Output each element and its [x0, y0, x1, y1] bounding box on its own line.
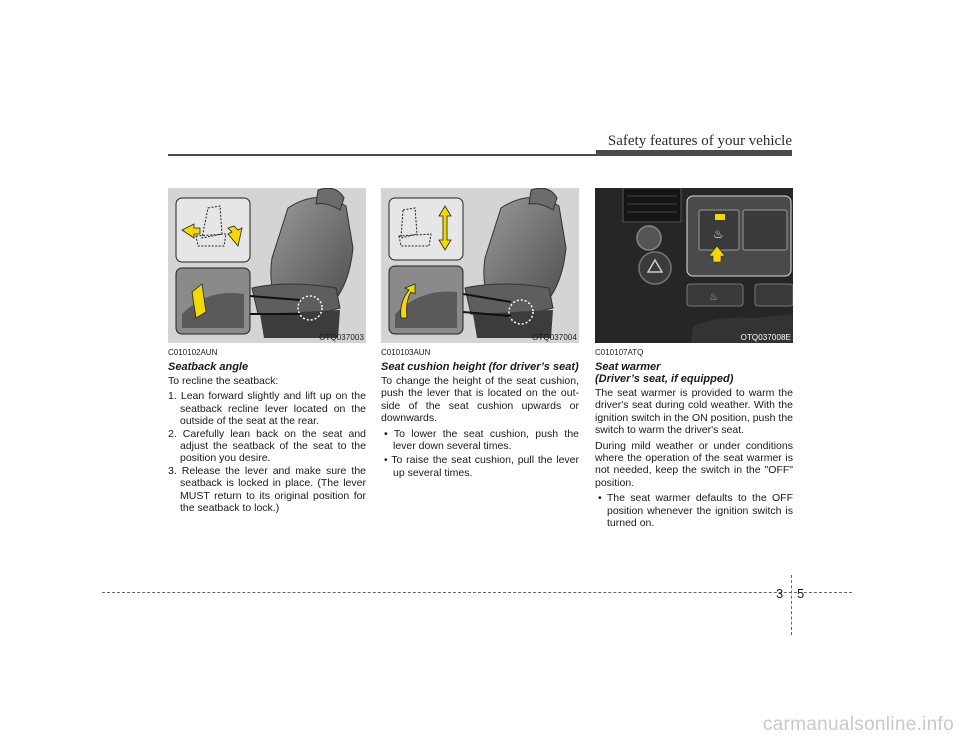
- figure-cushion-height: [381, 188, 579, 343]
- section-title: [595, 361, 793, 385]
- figure-code: OTQ037008E: [740, 333, 791, 342]
- svg-text:♨: ♨: [713, 227, 724, 241]
- list-item: • The seat warmer defaults to the OFF position whenever the ignition switch is turned on.: [595, 492, 793, 529]
- intro-text: To recline the seatback:: [168, 375, 279, 387]
- section-seatback-angle: [168, 188, 366, 514]
- section-code: C010102AUN: [168, 348, 218, 357]
- footer-divider: [102, 592, 852, 593]
- list-item: 2. Carefully lean back on the seat and adjust the seatback of the seat to the position you desire.: [168, 427, 366, 465]
- header-title: Safety features of your vehicle: [607, 133, 792, 149]
- header-rule: [168, 154, 792, 156]
- list-item: 1. Lean forward slightly and lift up on the seatback recline lever located on the outside of the seat at the rear.: [168, 390, 366, 428]
- footer-page-separator: [791, 575, 792, 635]
- list-item: • To raise the seat cushion, pull the lever up several times.: [381, 454, 579, 479]
- section-title-line2: (Driver’s seat, if equipped): [595, 373, 734, 385]
- intro-text: To change the height of the seat cushion, push the lever that is located on the out-side of the seat cushion upwards or downwards.: [381, 375, 579, 425]
- bullet-list: [381, 428, 579, 480]
- chapter-number: 3: [776, 586, 784, 601]
- seat-recline-illustration: [168, 188, 366, 343]
- section-title: Seat cushion height (for driver’s seat): [381, 361, 579, 373]
- seat-warmer-illustration: [595, 188, 793, 343]
- watermark[interactable]: carmanualsonline.info: [762, 714, 954, 735]
- svg-text:♨: ♨: [709, 292, 718, 303]
- body-paragraph-2: During mild weather or under conditions where the operation of the seat warmer is not needed, keep the switch in the "OFF" position.: [595, 439, 793, 489]
- section-seat-cushion-height: [381, 188, 579, 481]
- list-item: 3. Release the lever and make sure the seatback is locked in place. (The lever MUST return to its original position for the seatback to lock.): [168, 464, 366, 515]
- figure-seat-warmer: [595, 188, 793, 343]
- section-code: C010107ATQ: [595, 348, 644, 357]
- figure-code: OTQ037004: [532, 333, 577, 342]
- section-code: C010103AUN: [381, 348, 431, 357]
- list-item: • To lower the seat cushion, push the lever down several times.: [381, 428, 579, 453]
- section-title: Seatback angle: [168, 361, 249, 373]
- bullet-list: [595, 492, 793, 529]
- seat-height-illustration: [381, 188, 579, 343]
- body-paragraph-1: The seat warmer is provided to warm the driver's seat during cold weather. With the ignition switch in the ON position, push the switch to warm the driver's seat.: [595, 387, 793, 437]
- page-number: 5: [797, 586, 805, 601]
- steps-list: [168, 390, 366, 514]
- section-seat-warmer: [595, 188, 793, 531]
- figure-code: OTQ037003: [319, 333, 364, 342]
- section-title-line1: Seat warmer: [595, 361, 661, 373]
- figure-seatback-recline: [168, 188, 366, 343]
